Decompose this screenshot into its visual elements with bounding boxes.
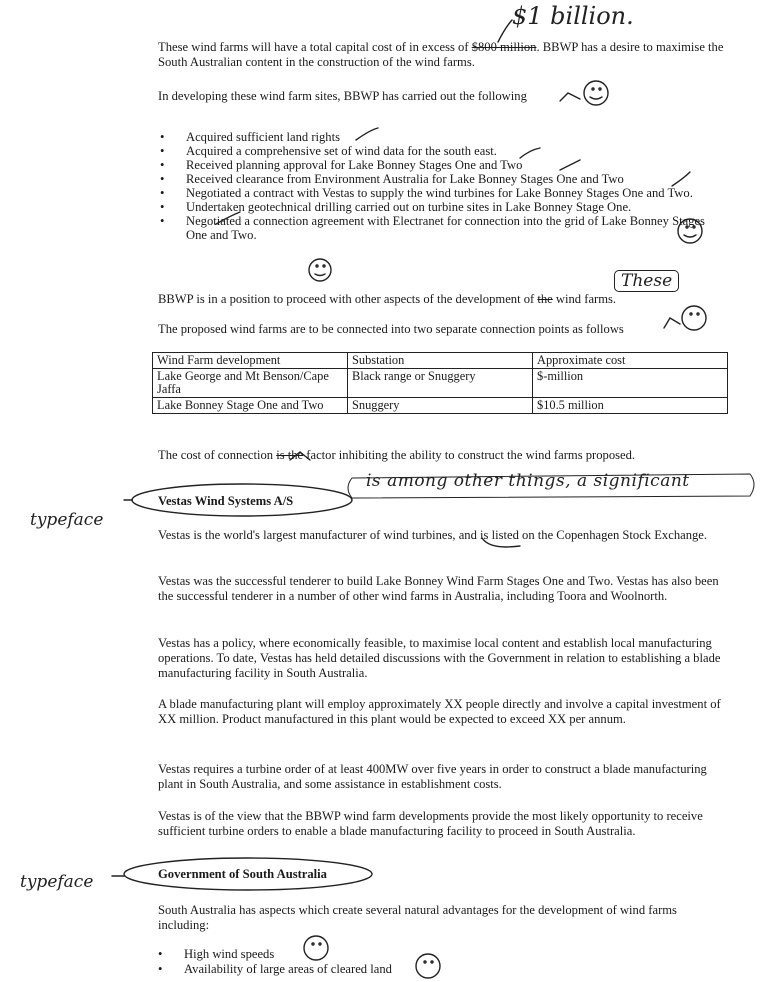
vestas-paragraph-2: Vestas was the successful tenderer to build Lake Bonney Wind Farm Stages One and Two. Vestas has also been the successful tenderer in a number of other wind farms in Australia, including Toora and Woolnorth. <box>158 574 719 603</box>
list-item: • High wind speeds <box>158 947 718 962</box>
government-paragraph: South Australia has aspects which create several natural advantages for the development of wind farms including: <box>158 903 677 932</box>
list-item: • Acquired a comprehensive set of wind data for the south east. <box>160 144 720 158</box>
table-cell: Lake Bonney Stage One and Two <box>153 398 348 414</box>
advantages-list <box>158 947 718 977</box>
table-header-row <box>153 353 728 369</box>
table-cell: $-million <box>533 369 728 398</box>
insertion-arrow <box>498 20 512 42</box>
position-paragraph: BBWP is in a position to proceed with other aspects of the development of the wind farms. <box>158 292 617 306</box>
struck-amount: $800 million <box>471 40 537 54</box>
connection-intro: The proposed wind farms are to be connected into two separate connection points as follows <box>158 322 624 336</box>
government-heading: Government of South Australia <box>158 867 327 881</box>
table-cell: Snuggery <box>348 398 533 414</box>
smiley-icon <box>309 259 331 281</box>
list-item: • Acquired sufficient land rights <box>160 130 720 144</box>
handwritten-typeface-1: typeface <box>30 510 104 530</box>
table-header: Wind Farm development <box>153 353 348 369</box>
table-cell: Lake George and Mt Benson/Cape Jaffa <box>153 369 348 398</box>
table-row <box>153 398 728 414</box>
intro-paragraph: These wind farms will have a total capital cost of in excess of $800 million. BBWP has a desire to maximise the South Australian content in the construction of the wind farms. <box>158 40 724 69</box>
cost-paragraph: The cost of connection is the factor inhibiting the ability to construct the wind farms proposed. <box>158 448 636 462</box>
handwritten-typeface-2: typeface <box>20 872 94 892</box>
list-item: • Received clearance from Environment Australia for Lake Bonney Stages One and Two <box>160 172 720 186</box>
vestas-paragraph-6: Vestas is of the view that the BBWP wind farm developments provide the most likely opportunity to receive sufficient turbine orders to enable a blade manufacturing facility to proceed in South Australia. <box>158 809 703 838</box>
list-item: • Negotiated a connection agreement with Electranet for connection into the grid of Lake Bonney Stages One and Two. <box>160 214 720 242</box>
table-row <box>153 369 728 398</box>
list-item: • Undertaken geotechnical drilling carried out on turbine sites in Lake Bonney Stage One. <box>160 200 720 214</box>
list-item: • Received planning approval for Lake Bonney Stages One and Two <box>160 158 720 172</box>
vestas-paragraph-3: Vestas has a policy, where economically feasible, to maximise local content and establish local manufacturing operations. To date, Vestas has held detailed discussions with the Government in relation to establishing a blade manufacturing facility in South Australia. <box>158 636 721 680</box>
handwritten-these: These <box>614 270 679 292</box>
list-item: • Negotiated a contract with Vestas to supply the wind turbines for Lake Bonney Stages One and Two. <box>160 186 720 200</box>
table-cell: Black range or Snuggery <box>348 369 533 398</box>
handwritten-note-one-billion: $1 billion. <box>512 2 634 30</box>
vestas-heading: Vestas Wind Systems A/S <box>158 494 294 508</box>
handwritten-insertion: is among other things, a significant <box>366 471 690 491</box>
vestas-paragraph-4: A blade manufacturing plant will employ approximately XX people directly and involve a capital investment of XX million. Product manufactured in this plant would be expected to exceed XX per annum. <box>158 697 721 726</box>
table-cell: $10.5 million <box>533 398 728 414</box>
list-item: • Availability of large areas of cleared land <box>158 962 718 977</box>
connection-table <box>152 352 728 414</box>
table-header: Substation <box>348 353 533 369</box>
actions-list <box>160 130 720 242</box>
table-header: Approximate cost <box>533 353 728 369</box>
following-intro: In developing these wind farm sites, BBWP has carried out the following <box>158 89 527 103</box>
vestas-paragraph-5: Vestas requires a turbine order of at least 400MW over five years in order to construct a blade manufacturing plant in South Australia, and some assistance in establishment costs. <box>158 762 707 791</box>
vestas-paragraph-1: Vestas is the world's largest manufacturer of wind turbines, and is listed on the Copenhagen Stock Exchange. <box>158 528 708 542</box>
